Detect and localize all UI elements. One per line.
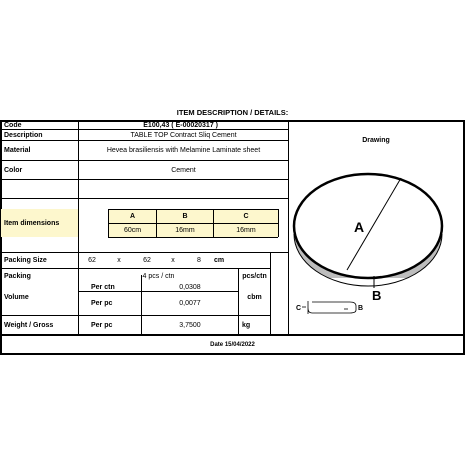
weight-per-pc-value: 3,7500	[179, 321, 201, 329]
packing-size-sep1: x	[117, 257, 121, 264]
dim-header-b: B	[182, 213, 188, 220]
weight-per-pc-label: Per pc	[91, 321, 113, 329]
volume-per-ctn-label: Per ctn	[91, 283, 115, 291]
dim-value-c: 16mm	[236, 227, 256, 234]
code-label: Code	[4, 122, 22, 129]
page-title: ITEM DESCRIPTION / DETAILS:	[176, 108, 289, 117]
color-value: Cement	[171, 166, 196, 174]
table-top-outline	[294, 174, 442, 278]
volume-unit: cbm	[247, 294, 262, 301]
volume-per-pc-value: 0,0077	[179, 300, 201, 307]
volume-per-ctn-value: 0,0308	[179, 283, 201, 291]
weight-unit: kg	[242, 321, 251, 329]
label-b-small: B	[358, 305, 364, 312]
material-label: Material	[4, 147, 31, 154]
description-label: Description	[4, 131, 43, 139]
packing-unit: pcs/ctn	[242, 272, 267, 280]
table-top-drawing	[290, 168, 462, 338]
label-a: A	[354, 219, 365, 235]
packing-label: Packing	[4, 272, 31, 280]
code-value: E100,43 ( E-00020317 )	[143, 122, 218, 129]
dim-header-c: C	[243, 213, 249, 220]
packing-size-label: Packing Size	[4, 257, 47, 264]
dim-value-b: 16mm	[175, 227, 195, 234]
description-value: TABLE TOP Contract Sliq Cement	[130, 131, 237, 139]
dimensions-label: Item dimensions	[4, 219, 60, 227]
date-text: Date 15/04/2022	[210, 341, 255, 348]
label-b: B	[372, 288, 382, 303]
dim-value-a: 60cm	[123, 227, 142, 234]
packing-size-unit: cm	[213, 257, 225, 264]
label-c: C	[296, 305, 302, 312]
volume-per-pc-label: Per pc	[91, 300, 113, 307]
weight-label: Weight / Gross	[4, 321, 54, 329]
color-label: Color	[4, 166, 23, 174]
volume-label: Volume	[4, 294, 29, 301]
packing-size-z: 8	[197, 257, 201, 264]
packing-size-x: 62	[88, 257, 96, 264]
dim-header-a: A	[129, 213, 136, 220]
packing-value: 4 pcs / ctn	[142, 272, 175, 280]
material-value: Hevea brasiliensis with Melamine Laminate sheet	[106, 147, 261, 154]
edge-profile	[308, 301, 356, 314]
packing-size-sep2: x	[171, 257, 175, 264]
drawing-label: Drawing	[362, 136, 390, 144]
packing-size-y: 62	[143, 257, 151, 264]
